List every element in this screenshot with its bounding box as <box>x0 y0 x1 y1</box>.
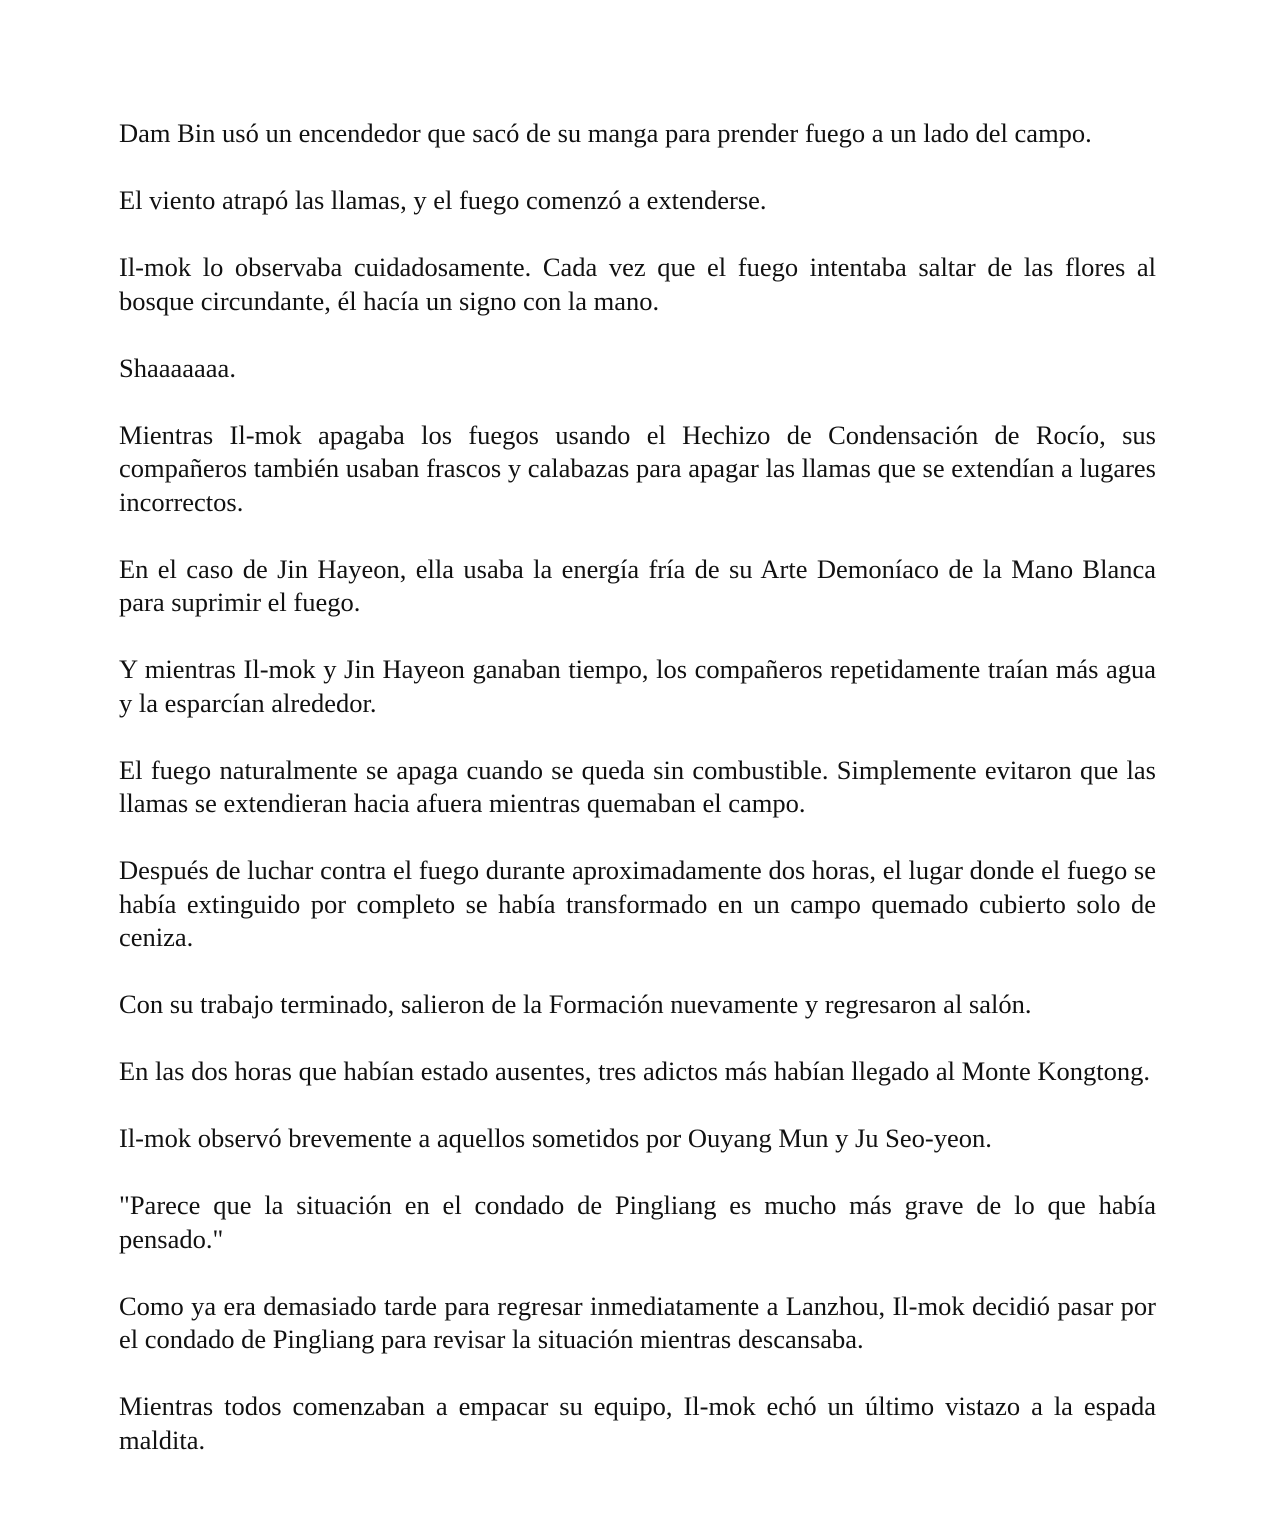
paragraph: Como ya era demasiado tarde para regresar inmediatamente a Lanzhou, Il-mok decidió pasar por el condado de Pingliang para revisar la situación mientras descansaba. <box>119 1290 1156 1354</box>
paragraph: Mientras todos comenzaban a empacar su equipo, Il-mok echó un último vistazo a la espada maldita. <box>119 1391 1156 1455</box>
paragraph: Shaaaaaaa. <box>119 352 236 383</box>
paragraph: El fuego naturalmente se apaga cuando se queda sin combustible. Simplemente evitaron que las llamas se extendieran hacia afuera mientras quemaban el campo. <box>119 754 1156 818</box>
document-page <box>119 117 1156 1491</box>
paragraph: Con su trabajo terminado, salieron de la Formación nuevamente y regresaron al salón. <box>119 989 1032 1019</box>
paragraph: En las dos horas que habían estado ausentes, tres adictos más habían llegado al Monte Kongtong. <box>119 1056 1151 1086</box>
paragraph: Dam Bin usó un encendedor que sacó de su manga para prender fuego a un lado del campo. <box>119 118 1092 148</box>
paragraph: El viento atrapó las llamas, y el fuego comenzó a extenderse. <box>119 185 767 215</box>
paragraph: Y mientras Il-mok y Jin Hayeon ganaban tiempo, los compañeros repetidamente traían más agua y la esparcían alrededor. <box>119 654 1156 718</box>
paragraph: Mientras Il-mok apagaba los fuegos usando el Hechizo de Condensación de Rocío, sus compañeros también usaban frascos y calabazas para apagar las llamas que se extendían a lugares incorrectos. <box>119 419 1156 517</box>
paragraph: En el caso de Jin Hayeon, ella usaba la energía fría de su Arte Demoníaco de la Mano Blanca para suprimir el fuego. <box>119 553 1156 617</box>
paragraph: Después de luchar contra el fuego durante aproximadamente dos horas, el lugar donde el fuego se había extinguido por completo se había transformado en un campo quemado cubierto solo de ceniza. <box>119 855 1156 952</box>
paragraph: Il-mok observó brevemente a aquellos sometidos por Ouyang Mun y Ju Seo-yeon. <box>119 1123 992 1153</box>
paragraph: "Parece que la situación en el condado de Pingliang es mucho más grave de lo que había pensado." <box>119 1190 1156 1254</box>
paragraph: Il-mok lo observaba cuidadosamente. Cada vez que el fuego intentaba saltar de las flores al bosque circundante, él hacía un signo con la mano. <box>119 252 1156 316</box>
